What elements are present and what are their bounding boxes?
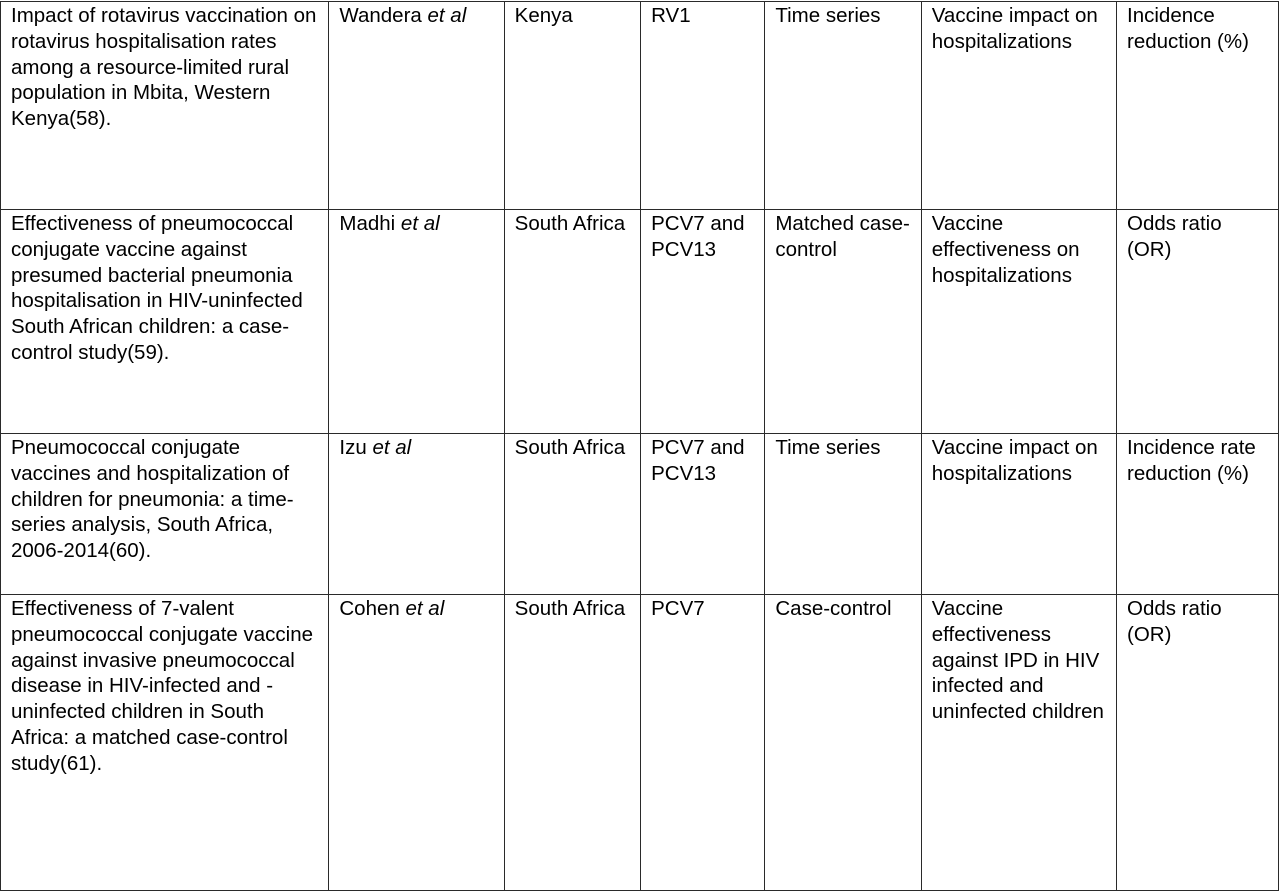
country-cell: South Africa bbox=[504, 595, 640, 891]
author-et-al: et al bbox=[400, 212, 440, 235]
design-cell: Time series bbox=[765, 2, 921, 210]
table-row bbox=[1, 210, 1279, 434]
vaccine-cell: PCV7 and PCV13 bbox=[641, 210, 765, 434]
outcome-cell: Vaccine impact on hospitalizations bbox=[921, 2, 1116, 210]
table-row bbox=[1, 434, 1279, 595]
design-cell: Case-control bbox=[765, 595, 921, 891]
vaccine-cell: PCV7 and PCV13 bbox=[641, 434, 765, 595]
measure-cell: Odds ratio (OR) bbox=[1117, 210, 1279, 434]
measure-cell: Incidence reduction (%) bbox=[1117, 2, 1279, 210]
author-et-al: et al bbox=[372, 436, 412, 459]
vaccine-cell: RV1 bbox=[641, 2, 765, 210]
design-cell: Matched case-control bbox=[765, 210, 921, 434]
study-title-cell: Effectiveness of 7-valent pneumococcal conjugate vaccine against invasive pneumococcal disease in HIV-infected and -uninfected children in South Africa: a matched case-control study(61). bbox=[1, 595, 329, 891]
author-name: Izu bbox=[339, 436, 367, 459]
country-cell: South Africa bbox=[504, 210, 640, 434]
design-cell: Time series bbox=[765, 434, 921, 595]
studies-table bbox=[0, 1, 1279, 891]
study-title-cell: Impact of rotavirus vaccination on rotavirus hospitalisation rates among a resource-limited rural population in Mbita, Western Kenya(58). bbox=[1, 2, 329, 210]
author-name: Wandera bbox=[339, 4, 422, 27]
outcome-cell: Vaccine impact on hospitalizations bbox=[921, 434, 1116, 595]
measure-cell: Incidence rate reduction (%) bbox=[1117, 434, 1279, 595]
author-name: Madhi bbox=[339, 212, 396, 235]
study-title-cell: Pneumococcal conjugate vaccines and hospitalization of children for pneumonia: a time-series analysis, South Africa, 2006-2014(60). bbox=[1, 434, 329, 595]
author-et-al: et al bbox=[427, 4, 467, 27]
country-cell: South Africa bbox=[504, 434, 640, 595]
author-cell bbox=[329, 434, 504, 595]
outcome-cell: Vaccine effectiveness against IPD in HIV infected and uninfected children bbox=[921, 595, 1116, 891]
author-et-al: et al bbox=[405, 597, 445, 620]
author-cell bbox=[329, 210, 504, 434]
vaccine-cell: PCV7 bbox=[641, 595, 765, 891]
country-cell: Kenya bbox=[504, 2, 640, 210]
author-cell bbox=[329, 595, 504, 891]
table-row bbox=[1, 595, 1279, 891]
outcome-cell: Vaccine effectiveness on hospitalizations bbox=[921, 210, 1116, 434]
study-title-cell: Effectiveness of pneumococcal conjugate vaccine against presumed bacterial pneumonia hospitalisation in HIV-uninfected South African children: a case-control study(59). bbox=[1, 210, 329, 434]
author-name: Cohen bbox=[339, 597, 400, 620]
table-row bbox=[1, 2, 1279, 210]
author-cell bbox=[329, 2, 504, 210]
measure-cell: Odds ratio (OR) bbox=[1117, 595, 1279, 891]
